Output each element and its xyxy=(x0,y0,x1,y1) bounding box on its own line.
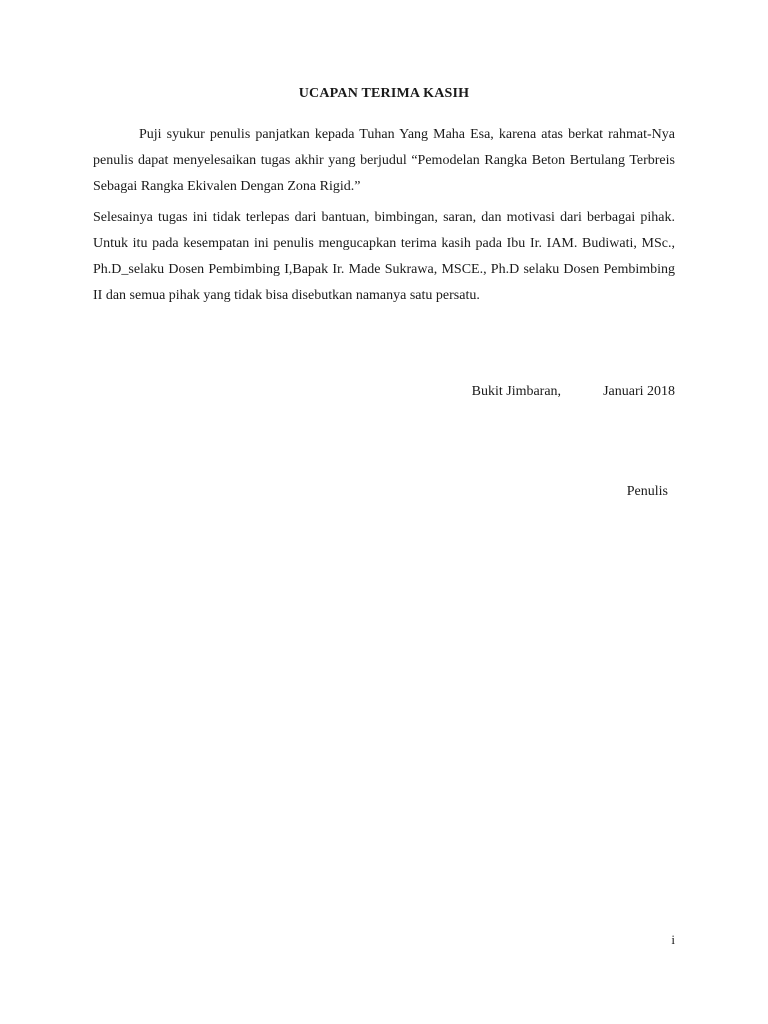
signature-date: Januari 2018 xyxy=(603,384,675,399)
signature-author: Penulis xyxy=(626,484,668,499)
signature-place-date xyxy=(472,379,675,405)
signature-place: Bukit Jimbaran, xyxy=(471,384,562,399)
paragraph-acknowledgements: Selesainya tugas ini tidak terlepas dari bantuan, bimbingan, saran, dan motivasi dari berbagai pihak. Untuk itu pada kesempatan ini penulis mengucapkan terima kasih pada Ibu Ir. IAM. Budiwati, MSc., Ph.D_selaku Dosen Pembimbing I,Bapak Ir. Made Sukrawa, MSCE., Ph.D selaku Dosen Pembimbing II dan semua pihak yang tidak bisa disebutkan namanya satu persatu. xyxy=(93,210,675,303)
paragraph-gratitude: Puji syukur penulis panjatkan kepada Tuhan Yang Maha Esa, karena atas berkat rahmat-Nya penulis dapat menyelesaikan tugas akhir yang berjudul “Pemodelan Rangka Beton Bertulang Terbreis Sebagai Rangka Ekivalen Dengan Zona Rigid.” xyxy=(93,127,675,194)
page-number: i xyxy=(671,932,675,947)
page-title: UCAPAN TERIMA KASIH xyxy=(298,86,470,101)
